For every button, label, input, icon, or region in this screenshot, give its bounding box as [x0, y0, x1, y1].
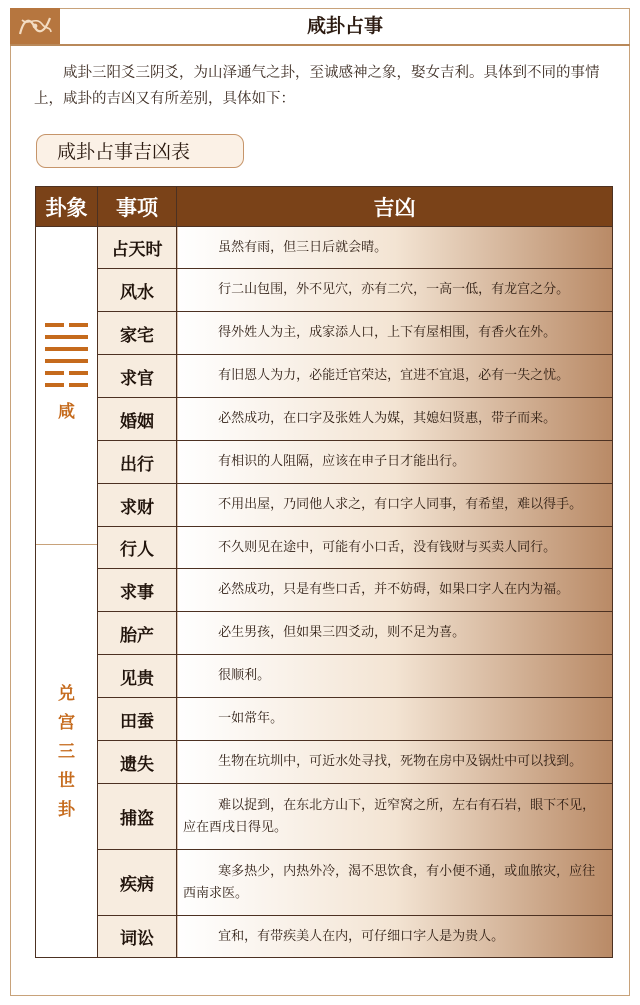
- row-fortune: 虽然有雨，但三日后就会晴。: [177, 227, 613, 269]
- table-row: [36, 269, 613, 312]
- row-item: 求官: [98, 355, 177, 398]
- row-fortune: 必然成功，只是有些口舌，并不妨碍，如果口字人在内为福。: [177, 569, 613, 612]
- table-row: [36, 569, 613, 612]
- table-row: [36, 227, 613, 269]
- table-row: [36, 741, 613, 784]
- table-row: [36, 398, 613, 441]
- row-item: 家宅: [98, 312, 177, 355]
- row-item: 婚姻: [98, 398, 177, 441]
- row-item: 求事: [98, 569, 177, 612]
- row-item: 胎产: [98, 612, 177, 655]
- row-fortune: 很顺利。: [177, 655, 613, 698]
- table-row: [36, 527, 613, 569]
- fortune-table: [35, 186, 613, 958]
- hexagram-xian-icon: [45, 323, 88, 395]
- header-item: 事项: [98, 187, 177, 227]
- table-header-row: [36, 187, 613, 227]
- table-row: [36, 850, 613, 916]
- row-fortune: 不用出屋，乃同他人求之，有口字人同事，有希望，难以得手。: [177, 484, 613, 527]
- row-item: 词讼: [98, 916, 177, 958]
- row-item: 风水: [98, 269, 177, 312]
- gua-cell: [36, 227, 98, 958]
- row-fortune: 得外姓人为主，成家添人口，上下有屋相围，有香火在外。: [177, 312, 613, 355]
- header-gua: 卦象: [36, 187, 98, 227]
- table-row: [36, 698, 613, 741]
- header-fortune: 吉凶: [177, 187, 613, 227]
- section-label: 咸卦占事吉凶表: [36, 134, 244, 168]
- row-fortune: 一如常年。: [177, 698, 613, 741]
- row-item: 占天时: [98, 227, 177, 269]
- row-fortune: 寒多热少，内热外冷，渴不思饮食，有小便不通，或血脓灾，应往西南求医。: [177, 850, 613, 916]
- intro-paragraph: 咸卦三阳爻三阴爻，为山泽通气之卦，至诚感神之象，娶女吉利。具体到不同的事情上，咸卦的吉凶又有所差别，具体如下：: [34, 65, 600, 107]
- gua-palace-char: 卦: [58, 800, 75, 820]
- row-item: 捕盗: [98, 784, 177, 850]
- fortune-table-wrap: [35, 186, 612, 958]
- ornament-logo-icon: [10, 8, 60, 44]
- row-fortune: 难以捉到，在东北方山下，近窄窝之所，左右有石岩，眼下不见，应在酉戌日得见。: [177, 784, 613, 850]
- table-body: [36, 227, 613, 958]
- row-item: 出行: [98, 441, 177, 484]
- row-fortune: 生物在坑圳中，可近水处寻找，死物在房中及锅灶中可以找到。: [177, 741, 613, 784]
- gua-palace-char: 三: [58, 742, 75, 762]
- gua-palace-char: 兑: [58, 684, 75, 704]
- title-bar: [10, 8, 630, 46]
- row-fortune: 必然成功，在口字及张姓人为媒，其媳妇贤惠，带子而来。: [177, 398, 613, 441]
- table-row: [36, 612, 613, 655]
- row-fortune: 有相识的人阻隔，应该在申子日才能出行。: [177, 441, 613, 484]
- table-row: [36, 655, 613, 698]
- table-row: [36, 916, 613, 958]
- table-row: [36, 441, 613, 484]
- gua-palace-char: 宫: [58, 713, 75, 733]
- row-item: 见贵: [98, 655, 177, 698]
- row-item: 求财: [98, 484, 177, 527]
- table-row: [36, 484, 613, 527]
- row-item: 疾病: [98, 850, 177, 916]
- page-title: 咸卦占事: [306, 15, 383, 37]
- row-item: 遗失: [98, 741, 177, 784]
- row-fortune: 宜和，有带疾美人在内，可仔细口字人是为贵人。: [177, 916, 613, 958]
- row-fortune: 不久则见在途中，可能有小口舌，没有钱财与买卖人同行。: [177, 527, 613, 569]
- gua-divider: [36, 544, 97, 545]
- table-row: [36, 355, 613, 398]
- gua-palace-char: 世: [58, 771, 75, 791]
- table-row: [36, 784, 613, 850]
- row-item: 田蚕: [98, 698, 177, 741]
- row-fortune: 有旧恩人为力，必能迁官荣达，宜进不宜退，必有一失之忧。: [177, 355, 613, 398]
- row-fortune: 行二山包围，外不见穴，亦有二穴，一高一低，有龙宫之分。: [177, 269, 613, 312]
- table-row: [36, 312, 613, 355]
- gua-palace-label: [36, 680, 97, 825]
- gua-name: 咸: [58, 402, 75, 422]
- row-item: 行人: [98, 527, 177, 569]
- row-fortune: 必生男孩，但如果三四爻动，则不足为喜。: [177, 612, 613, 655]
